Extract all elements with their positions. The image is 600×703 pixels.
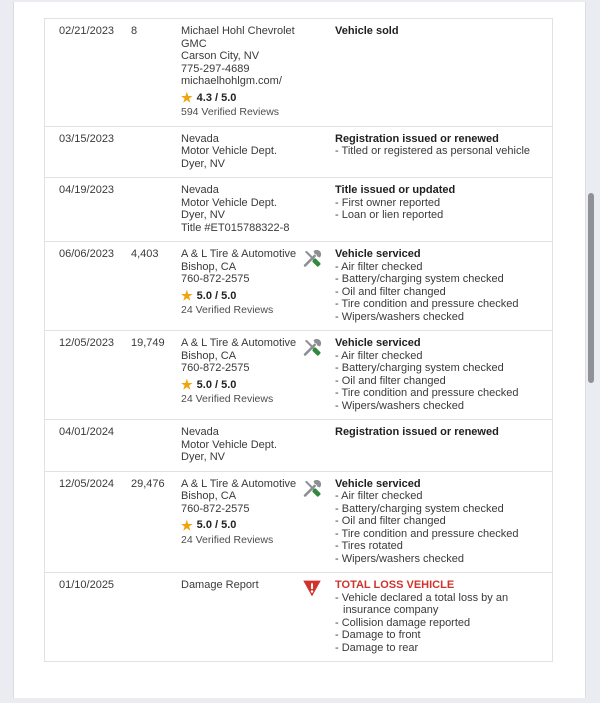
source-line: Bishop, CA	[181, 490, 237, 502]
vertical-scrollbar-thumb[interactable]	[588, 193, 594, 383]
event-detail: - Oil and filter changed	[335, 515, 545, 528]
rating-value: 5.0 / 5.0	[196, 289, 237, 302]
rating-value: 4.3 / 5.0	[196, 91, 237, 104]
event-info	[335, 25, 547, 119]
event-detail: - Battery/charging system checked	[335, 362, 545, 375]
event-detail: - Wipers/washers checked	[335, 311, 545, 324]
source-line: Motor Vehicle Dept.	[181, 196, 277, 209]
odometer-reading	[131, 426, 181, 464]
event-detail: - Wipers/washers checked	[335, 553, 545, 566]
source-line: Bishop, CA	[181, 260, 237, 273]
event-title: TOTAL LOSS VEHICLE	[335, 579, 455, 591]
report-page	[13, 2, 586, 698]
verified-reviews-count: 24 Verified Reviews	[181, 533, 274, 546]
star-rating	[181, 290, 298, 303]
event-info	[335, 337, 547, 412]
event-detail: - Damage to front	[335, 629, 545, 642]
table-row	[45, 241, 552, 330]
source-line: Dyer, NV	[181, 209, 226, 221]
event-detail: - Air filter checked	[335, 261, 545, 274]
star-rating	[181, 92, 298, 105]
source-line: Nevada	[181, 184, 219, 196]
source-info	[181, 579, 302, 654]
source-info	[181, 184, 302, 234]
odometer-reading	[131, 579, 181, 654]
odometer-reading: 4,403	[131, 248, 159, 260]
source-line: 775-297-4689	[181, 62, 250, 75]
event-icon-cell	[302, 248, 335, 323]
source-line: 760-872-2575	[181, 362, 250, 374]
event-date: 12/05/2024	[59, 477, 115, 490]
source-info	[181, 337, 302, 412]
source-line: Michael Hohl Chevrolet GMC	[181, 25, 295, 50]
event-date: 01/10/2025	[59, 579, 115, 591]
event-info	[335, 579, 547, 654]
star-rating	[181, 379, 298, 392]
event-title: Title issued or updated	[335, 184, 456, 196]
event-date: 03/15/2023	[59, 132, 115, 145]
table-row	[45, 19, 552, 126]
odometer-reading: 29,476	[131, 477, 165, 490]
odometer-reading: 19,749	[131, 337, 165, 349]
event-icon-cell	[302, 579, 335, 654]
event-icon-cell	[302, 337, 335, 412]
event-detail: - Tires rotated	[335, 540, 545, 553]
table-row	[45, 330, 552, 419]
star-icon: ★	[181, 288, 193, 304]
event-detail: - Wipers/washers checked	[335, 400, 545, 413]
source-line: A & L Tire & Automotive	[181, 337, 297, 349]
star-icon: ★	[181, 517, 193, 533]
source-info	[181, 426, 302, 464]
event-date: 04/19/2023	[59, 184, 115, 196]
source-info	[181, 248, 302, 323]
odometer-reading	[131, 133, 181, 171]
event-detail: - Damage to rear	[335, 642, 545, 655]
history-table	[44, 18, 553, 662]
source-line: Motor Vehicle Dept.	[181, 438, 277, 451]
star-rating	[181, 519, 298, 532]
source-line: 760-872-2575	[181, 273, 250, 285]
event-detail: - Air filter checked	[335, 490, 545, 503]
event-title: Vehicle serviced	[335, 248, 421, 260]
table-row	[45, 419, 552, 471]
event-detail: - Collision damage reported	[335, 617, 545, 630]
total-loss-alert-icon	[302, 579, 322, 598]
event-info	[335, 133, 547, 171]
event-detail: - Oil and filter changed	[335, 286, 545, 299]
event-detail: - Titled or registered as personal vehicle	[335, 145, 545, 158]
source-info	[181, 25, 302, 119]
star-icon: ★	[181, 90, 193, 106]
event-date: 12/05/2023	[59, 337, 115, 349]
verified-reviews-count: 594 Verified Reviews	[181, 106, 280, 118]
event-detail: - Battery/charging system checked	[335, 503, 545, 516]
source-line: Dyer, NV	[181, 157, 226, 170]
source-line: Nevada	[181, 426, 219, 438]
event-detail: - Tire condition and pressure checked	[335, 528, 545, 541]
table-row	[45, 572, 552, 661]
service-tools-icon	[302, 248, 323, 269]
event-info	[335, 184, 547, 234]
service-tools-icon	[302, 478, 323, 499]
event-info	[335, 478, 547, 566]
source-line: Nevada	[181, 132, 219, 145]
event-icon-cell	[302, 426, 335, 464]
source-info	[181, 133, 302, 171]
source-line: Motor Vehicle Dept.	[181, 145, 277, 157]
source-line: A & L Tire & Automotive	[181, 248, 297, 260]
star-icon: ★	[181, 377, 193, 393]
website-link[interactable]: michaelhohlgm.com/	[181, 75, 282, 87]
table-row	[45, 126, 552, 178]
event-detail: - Vehicle declared a total loss by an insurance company	[335, 592, 545, 617]
event-title: Vehicle sold	[335, 25, 399, 37]
source-line: Carson City, NV	[181, 50, 260, 62]
event-icon-cell	[302, 133, 335, 171]
source-line: 760-872-2575	[181, 502, 250, 515]
event-detail: - Air filter checked	[335, 350, 545, 363]
event-detail: - Oil and filter changed	[335, 375, 545, 388]
event-icon-cell	[302, 184, 335, 234]
source-info	[181, 478, 302, 566]
event-date: 04/01/2024	[59, 426, 115, 438]
odometer-reading	[131, 184, 181, 234]
event-title: Vehicle serviced	[335, 477, 421, 490]
source-line: Damage Report	[181, 579, 259, 591]
event-detail: - First owner reported	[335, 197, 545, 210]
event-detail: - Battery/charging system checked	[335, 273, 545, 286]
source-line: A & L Tire & Automotive	[181, 477, 297, 490]
source-line: Dyer, NV	[181, 451, 226, 463]
event-info	[335, 248, 547, 323]
rating-value: 5.0 / 5.0	[196, 519, 237, 531]
event-title: Vehicle serviced	[335, 337, 421, 349]
event-icon-cell	[302, 478, 335, 566]
table-row	[45, 471, 552, 573]
event-title: Registration issued or renewed	[335, 132, 499, 145]
table-row	[45, 177, 552, 241]
source-line: Bishop, CA	[181, 349, 237, 362]
event-date: 06/06/2023	[59, 248, 115, 260]
event-detail: - Loan or lien reported	[335, 209, 545, 222]
service-tools-icon	[302, 337, 323, 358]
rating-value: 5.0 / 5.0	[196, 378, 237, 391]
verified-reviews-count: 24 Verified Reviews	[181, 304, 274, 316]
event-date: 02/21/2023	[59, 25, 115, 37]
event-info	[335, 426, 547, 464]
event-title: Registration issued or renewed	[335, 426, 499, 438]
event-icon-cell	[302, 25, 335, 119]
verified-reviews-count: 24 Verified Reviews	[181, 393, 274, 405]
event-detail: - Tire condition and pressure checked	[335, 298, 545, 311]
event-detail: - Tire condition and pressure checked	[335, 387, 545, 400]
source-line: Title #ET015788322-8	[181, 221, 290, 234]
odometer-reading: 8	[131, 25, 138, 37]
